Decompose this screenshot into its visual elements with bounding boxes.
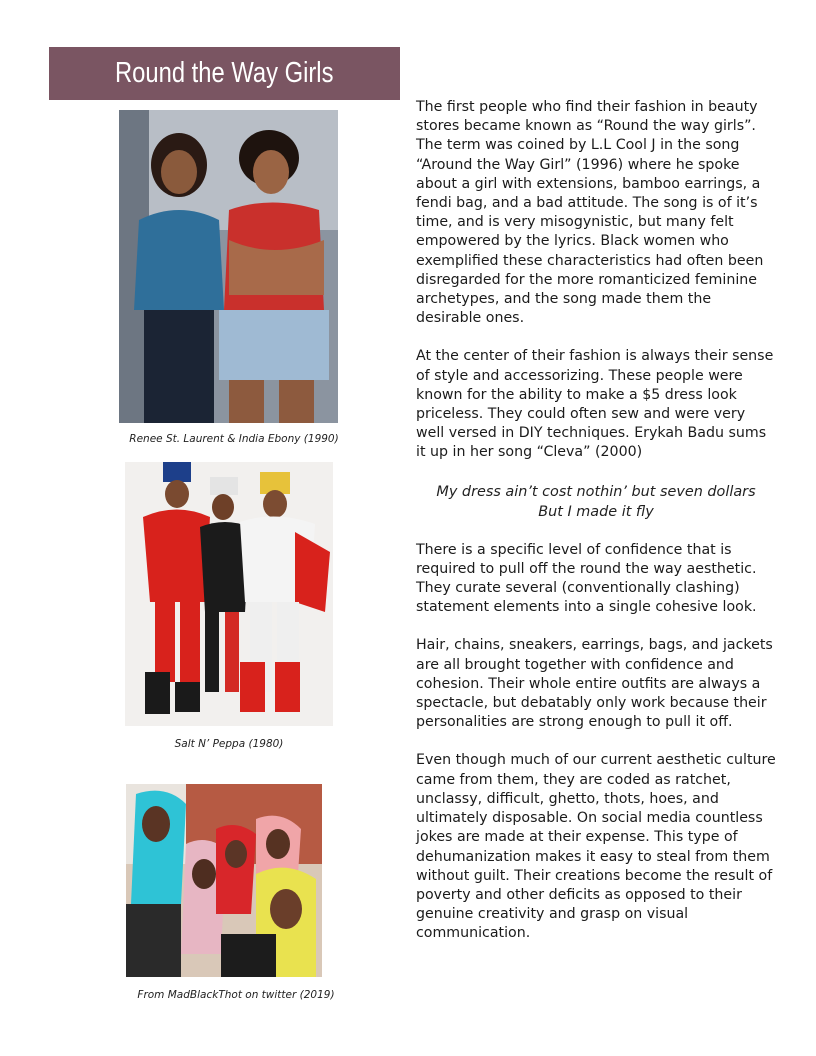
- paragraph-1: The first people who find their fashion in beauty stores became known as “Round the way girls”. The term was coined by L.L Cool J in the song “Around the Way Girl” (1996) where he spoke about a girl with extensions, bamboo earrings, a fendi bag, and a bad attitude. The song is of it’s time, and is very misogynistic, but many felt empowered by the lyrics. Black women who exemplified these characteristics had often been disregarded for the more romanticized feminine archetypes, and the song made them the desirable ones.: [416, 99, 764, 327]
- paragraph-3: There is a specific level of confidence that is required to pull off the round the way aesthetic. They curate several (conventionally clashing) statement elements into a single cohesive look.: [416, 541, 757, 616]
- article-body: [416, 98, 776, 963]
- photo-renee-india-image: [119, 110, 338, 423]
- title-banner: [49, 47, 400, 100]
- photo-salt-n-peppa-image: [125, 462, 333, 726]
- caption-photo-2: Salt N’ Peppa (1980): [174, 738, 284, 750]
- quote-line-1: My dress ain’t cost nothin’ but seven dollars: [436, 483, 756, 500]
- photo-salt-n-peppa: [125, 462, 333, 726]
- paragraph-2: At the center of their fashion is always their sense of style and accessorizing. These people were known for the ability to make a $5 dress look priceless. They could often sew and were very well versed in DIY techniques. Erykah Badu sums it up in her song “Cleva” (2000): [416, 348, 774, 461]
- caption-photo-1: Renee St. Laurent & India Ebony (1990): [129, 433, 339, 445]
- paragraph-4: Hair, chains, sneakers, earrings, bags, and jackets are all brought together with confidence and cohesion. Their whole entire outfits are always a spectacle, but debatably only work because their personalities are strong enough to pull it off.: [416, 637, 773, 731]
- photo-renee-india: [119, 110, 338, 423]
- page-title: Round the Way Girls: [115, 57, 334, 89]
- song-quote: [416, 482, 776, 522]
- caption-photo-3: From MadBlackThot on twitter (2019): [137, 989, 335, 1001]
- photo-madblackthot-image: [126, 784, 322, 977]
- paragraph-5: Even though much of our current aesthetic culture came from them, they are coded as ratchet, unclassy, difficult, ghetto, thots, hoes, and ultimately disposable. On social media countless jokes are made at their expense. This type of dehumanization makes it easy to steal from them without guilt. Their creations become the result of poverty and other deficits as opposed to their genuine creativity and grasp on visual communication.: [416, 752, 776, 942]
- photo-madblackthot: [126, 784, 322, 977]
- quote-line-2: But I made it fly: [538, 503, 654, 520]
